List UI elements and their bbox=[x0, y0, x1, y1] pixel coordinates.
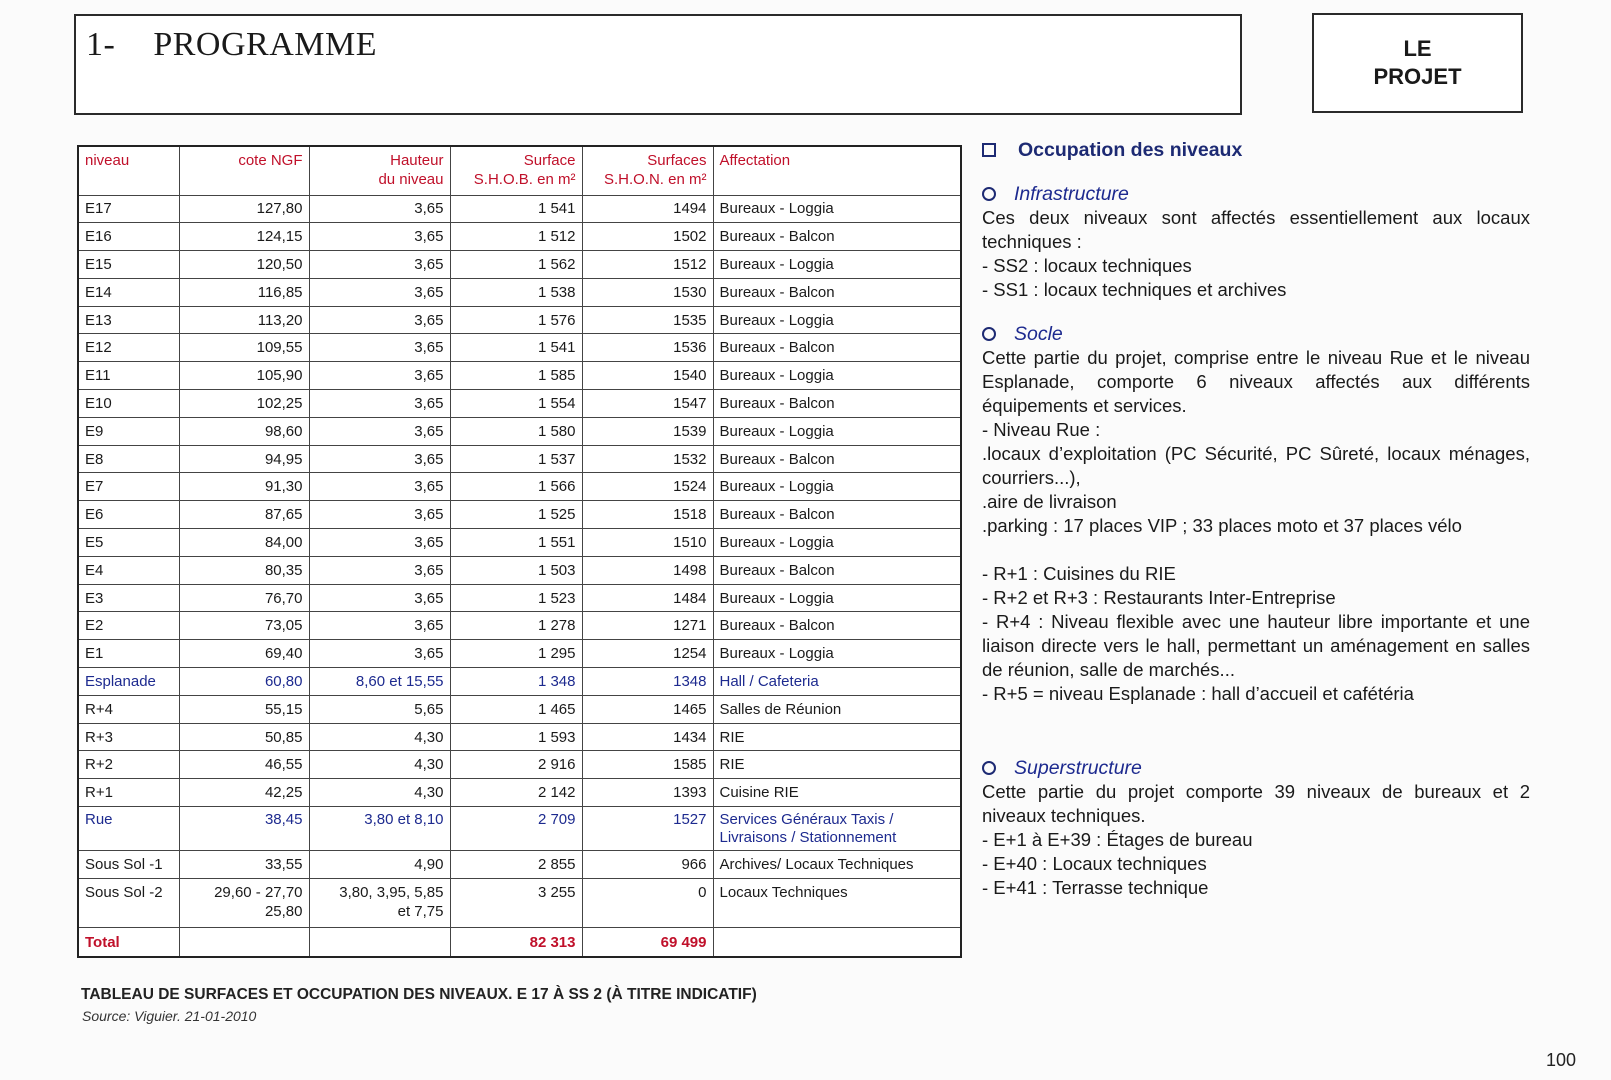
cell-hauteur: 5,65 bbox=[309, 695, 450, 723]
cell-niveau: E12 bbox=[78, 334, 179, 362]
cell-cote: 124,15 bbox=[179, 223, 309, 251]
table-row bbox=[78, 417, 961, 445]
cell-shon: 1465 bbox=[582, 695, 713, 723]
cell-affectation: Hall / Cafeteria bbox=[713, 668, 961, 696]
cell-shob: 1 465 bbox=[450, 695, 582, 723]
cell-niveau: E7 bbox=[78, 473, 179, 501]
col-header-affectation: Affectation bbox=[713, 146, 961, 195]
list-item: .parking : 17 places VIP ; 33 places moto et 37 places vélo bbox=[982, 515, 1462, 536]
table-row bbox=[78, 779, 961, 807]
table-row bbox=[78, 807, 961, 851]
cell-hauteur: 4,30 bbox=[309, 723, 450, 751]
list-item: - SS2 : locaux techniques bbox=[982, 255, 1192, 276]
cell-niveau: E2 bbox=[78, 612, 179, 640]
cell-affectation: Locaux Techniques bbox=[713, 878, 961, 927]
cell-hauteur: 3,80, 3,95, 5,85 et 7,75 bbox=[309, 878, 450, 927]
cell-niveau: E11 bbox=[78, 362, 179, 390]
cell-affectation: Bureaux - Balcon bbox=[713, 612, 961, 640]
cell-cote: 46,55 bbox=[179, 751, 309, 779]
cell-shon: 1271 bbox=[582, 612, 713, 640]
cell-shob: 1 551 bbox=[450, 529, 582, 557]
socle-text: Cette partie du projet, comprise entre le niveau Rue et le niveau Esplanade, comporte 6 niveaux affectés aux différents équipements et services. bbox=[982, 347, 1530, 416]
cell-shob: 2 709 bbox=[450, 807, 582, 851]
cell-cote: 73,05 bbox=[179, 612, 309, 640]
cell-affectation: Bureaux - Loggia bbox=[713, 473, 961, 501]
cell-shob: 1 278 bbox=[450, 612, 582, 640]
cell-hauteur: 3,65 bbox=[309, 195, 450, 223]
cell-niveau: E8 bbox=[78, 445, 179, 473]
col-header-niveau: niveau bbox=[78, 146, 179, 195]
cell-niveau: Sous Sol -2 bbox=[78, 878, 179, 927]
cell-cote: 84,00 bbox=[179, 529, 309, 557]
cell-hauteur: 3,65 bbox=[309, 362, 450, 390]
list-item: - R+4 : Niveau flexible avec une hauteur libre importante et une liaison directe vers le hall, permettant un aménagement en salles de réunion, salle de marchés... bbox=[982, 611, 1530, 680]
cell-hauteur: 3,65 bbox=[309, 501, 450, 529]
cell-shon: 1502 bbox=[582, 223, 713, 251]
cell-shon: 1535 bbox=[582, 306, 713, 334]
cell-affectation: Bureaux - Loggia bbox=[713, 417, 961, 445]
cell-cote: 87,65 bbox=[179, 501, 309, 529]
total-shon: 69 499 bbox=[582, 927, 713, 957]
superstructure-text: Cette partie du projet comporte 39 niveaux de bureaux et 2 niveaux techniques. bbox=[982, 781, 1530, 826]
cell-shob: 1 566 bbox=[450, 473, 582, 501]
table-header-row bbox=[78, 146, 961, 195]
cell-niveau: R+2 bbox=[78, 751, 179, 779]
cell-cote: 76,70 bbox=[179, 584, 309, 612]
table-row bbox=[78, 306, 961, 334]
socle-list bbox=[982, 418, 1530, 538]
col-header-hauteur: Hauteur du niveau bbox=[309, 146, 450, 195]
cell-niveau: E1 bbox=[78, 640, 179, 668]
cell-affectation: RIE bbox=[713, 751, 961, 779]
socle-heading: Socle bbox=[982, 322, 1530, 346]
cell-affectation: Bureaux - Balcon bbox=[713, 223, 961, 251]
cell-niveau: Rue bbox=[78, 807, 179, 851]
cell-shob: 1 523 bbox=[450, 584, 582, 612]
badge-line-1: LE bbox=[1403, 36, 1432, 61]
table-row bbox=[78, 584, 961, 612]
cell-shon: 1585 bbox=[582, 751, 713, 779]
cell-cote: 33,55 bbox=[179, 851, 309, 879]
cell-cote: 80,35 bbox=[179, 556, 309, 584]
cell-hauteur: 4,30 bbox=[309, 779, 450, 807]
cell-affectation: Bureaux - Loggia bbox=[713, 584, 961, 612]
cell-niveau: E15 bbox=[78, 251, 179, 279]
cell-cote: 120,50 bbox=[179, 251, 309, 279]
cell-shon: 1498 bbox=[582, 556, 713, 584]
cell-hauteur: 3,65 bbox=[309, 251, 450, 279]
table-row bbox=[78, 878, 961, 927]
cell-shon: 1434 bbox=[582, 723, 713, 751]
cell-shob: 1 512 bbox=[450, 223, 582, 251]
cell-hauteur: 3,65 bbox=[309, 445, 450, 473]
table-row bbox=[78, 251, 961, 279]
cell-niveau: Esplanade bbox=[78, 668, 179, 696]
table-row bbox=[78, 473, 961, 501]
cell-cote: 98,60 bbox=[179, 417, 309, 445]
cell-shob: 1 576 bbox=[450, 306, 582, 334]
cell-affectation: Bureaux - Balcon bbox=[713, 278, 961, 306]
cell-affectation: RIE bbox=[713, 723, 961, 751]
table-row bbox=[78, 751, 961, 779]
infrastructure-text: Ces deux niveaux sont affectés essentiellement aux locaux techniques : bbox=[982, 207, 1530, 252]
cell-shon: 1540 bbox=[582, 362, 713, 390]
cell-cote: 94,95 bbox=[179, 445, 309, 473]
occupation-section bbox=[982, 138, 1530, 900]
cell-hauteur: 3,80 et 8,10 bbox=[309, 807, 450, 851]
projet-badge bbox=[1312, 13, 1523, 113]
cell-niveau: E9 bbox=[78, 417, 179, 445]
infrastructure-list bbox=[982, 254, 1530, 302]
cell-shon: 966 bbox=[582, 851, 713, 879]
cell-cote: 42,25 bbox=[179, 779, 309, 807]
cell-hauteur: 3,65 bbox=[309, 556, 450, 584]
square-bullet-icon bbox=[982, 143, 996, 157]
table-row bbox=[78, 362, 961, 390]
cell-cote: 91,30 bbox=[179, 473, 309, 501]
cell-cote: 29,60 - 27,70 25,80 bbox=[179, 878, 309, 927]
cell-shon: 1530 bbox=[582, 278, 713, 306]
table-row bbox=[78, 612, 961, 640]
cell-shon: 1532 bbox=[582, 445, 713, 473]
cell-affectation: Bureaux - Loggia bbox=[713, 251, 961, 279]
cell-shob: 1 580 bbox=[450, 417, 582, 445]
cell-affectation: Archives/ Locaux Techniques bbox=[713, 851, 961, 879]
cell-cote: 102,25 bbox=[179, 390, 309, 418]
cell-shob: 1 554 bbox=[450, 390, 582, 418]
table-row bbox=[78, 668, 961, 696]
table-row bbox=[78, 851, 961, 879]
cell-niveau: E4 bbox=[78, 556, 179, 584]
cell-affectation: Salles de Réunion bbox=[713, 695, 961, 723]
cell-niveau: E6 bbox=[78, 501, 179, 529]
col-header-shob: Surface S.H.O.B. en m² bbox=[450, 146, 582, 195]
cell-shon: 1539 bbox=[582, 417, 713, 445]
cell-hauteur: 4,90 bbox=[309, 851, 450, 879]
list-item: - E+40 : Locaux techniques bbox=[982, 853, 1207, 874]
cell-shob: 2 142 bbox=[450, 779, 582, 807]
table-caption: TABLEAU DE SURFACES ET OCCUPATION DES NIVEAUX. E 17 À SS 2 (À TITRE INDICATIF) bbox=[81, 986, 757, 1003]
cell-niveau: R+1 bbox=[78, 779, 179, 807]
list-item: - R+5 = niveau Esplanade : hall d’accueil et cafétéria bbox=[982, 683, 1414, 704]
cell-shon: 1484 bbox=[582, 584, 713, 612]
table-row bbox=[78, 556, 961, 584]
cell-affectation: Bureaux - Balcon bbox=[713, 445, 961, 473]
cell-shob: 1 593 bbox=[450, 723, 582, 751]
total-row bbox=[78, 927, 961, 957]
cell-affectation: Bureaux - Balcon bbox=[713, 556, 961, 584]
cell-hauteur: 3,65 bbox=[309, 390, 450, 418]
cell-shob: 1 562 bbox=[450, 251, 582, 279]
cell-niveau: E3 bbox=[78, 584, 179, 612]
table-row bbox=[78, 529, 961, 557]
col-header-shon: Surfaces S.H.O.N. en m² bbox=[582, 146, 713, 195]
col-header-cote: cote NGF bbox=[179, 146, 309, 195]
cell-cote: 50,85 bbox=[179, 723, 309, 751]
cell-hauteur: 3,65 bbox=[309, 473, 450, 501]
cell-hauteur: 8,60 et 15,55 bbox=[309, 668, 450, 696]
cell-shob: 1 537 bbox=[450, 445, 582, 473]
cell-hauteur: 3,65 bbox=[309, 584, 450, 612]
list-item: - E+41 : Terrasse technique bbox=[982, 877, 1209, 898]
page-number: 100 bbox=[1546, 1050, 1577, 1070]
cell-hauteur: 3,65 bbox=[309, 278, 450, 306]
cell-hauteur: 3,65 bbox=[309, 417, 450, 445]
cell-cote: 38,45 bbox=[179, 807, 309, 851]
table-row bbox=[78, 278, 961, 306]
cell-shob: 1 585 bbox=[450, 362, 582, 390]
table-row bbox=[78, 195, 961, 223]
table-row bbox=[78, 695, 961, 723]
cell-hauteur: 3,65 bbox=[309, 640, 450, 668]
table-row bbox=[78, 223, 961, 251]
occupation-heading: Occupation des niveaux bbox=[982, 138, 1530, 162]
table-row bbox=[78, 445, 961, 473]
cell-shon: 1536 bbox=[582, 334, 713, 362]
cell-shob: 1 525 bbox=[450, 501, 582, 529]
cell-niveau: R+3 bbox=[78, 723, 179, 751]
superstructure-heading: Superstructure bbox=[982, 756, 1530, 780]
page-title bbox=[86, 26, 377, 64]
total-label: Total bbox=[78, 927, 179, 957]
cell-niveau: Sous Sol -1 bbox=[78, 851, 179, 879]
cell-shon: 1494 bbox=[582, 195, 713, 223]
cell-niveau: R+4 bbox=[78, 695, 179, 723]
cell-shob: 2 916 bbox=[450, 751, 582, 779]
cell-shob: 1 541 bbox=[450, 195, 582, 223]
list-item: - SS1 : locaux techniques et archives bbox=[982, 279, 1287, 300]
cell-shob: 1 348 bbox=[450, 668, 582, 696]
total-shob: 82 313 bbox=[450, 927, 582, 957]
cell-affectation: Bureaux - Loggia bbox=[713, 195, 961, 223]
cell-cote: 60,80 bbox=[179, 668, 309, 696]
cell-shon: 1393 bbox=[582, 779, 713, 807]
cell-niveau: E5 bbox=[78, 529, 179, 557]
cell-cote: 116,85 bbox=[179, 278, 309, 306]
cell-shon: 1510 bbox=[582, 529, 713, 557]
cell-shon: 0 bbox=[582, 878, 713, 927]
cell-affectation: Bureaux - Loggia bbox=[713, 362, 961, 390]
list-item: .locaux d’exploitation (PC Sécurité, PC Sûreté, locaux ménages, courriers...), bbox=[982, 443, 1530, 488]
table-source: Source: Viguier. 21-01-2010 bbox=[82, 1008, 257, 1024]
circle-bullet-icon bbox=[982, 761, 996, 775]
badge-line-2: PROJET bbox=[1373, 64, 1462, 89]
cell-shob: 1 295 bbox=[450, 640, 582, 668]
table-row bbox=[78, 390, 961, 418]
cell-cote: 105,90 bbox=[179, 362, 309, 390]
cell-niveau: E10 bbox=[78, 390, 179, 418]
cell-affectation: Services Généraux Taxis / Livraisons / Stationnement bbox=[713, 807, 961, 851]
list-item: - E+1 à E+39 : Étages de bureau bbox=[982, 829, 1253, 850]
cell-affectation: Cuisine RIE bbox=[713, 779, 961, 807]
cell-shob: 2 855 bbox=[450, 851, 582, 879]
cell-niveau: E16 bbox=[78, 223, 179, 251]
list-item: - R+2 et R+3 : Restaurants Inter-Entreprise bbox=[982, 587, 1336, 608]
cell-shob: 3 255 bbox=[450, 878, 582, 927]
circle-bullet-icon bbox=[982, 187, 996, 201]
cell-shob: 1 538 bbox=[450, 278, 582, 306]
cell-affectation: Bureaux - Balcon bbox=[713, 334, 961, 362]
list-item: - Niveau Rue : bbox=[982, 419, 1101, 440]
cell-shon: 1527 bbox=[582, 807, 713, 851]
cell-hauteur: 3,65 bbox=[309, 529, 450, 557]
cell-niveau: E13 bbox=[78, 306, 179, 334]
cell-niveau: E17 bbox=[78, 195, 179, 223]
cell-shon: 1348 bbox=[582, 668, 713, 696]
cell-affectation: Bureaux - Loggia bbox=[713, 640, 961, 668]
cell-shon: 1254 bbox=[582, 640, 713, 668]
cell-hauteur: 3,65 bbox=[309, 223, 450, 251]
cell-hauteur: 3,65 bbox=[309, 306, 450, 334]
section-number: 1- bbox=[86, 26, 116, 63]
cell-shon: 1512 bbox=[582, 251, 713, 279]
table-row bbox=[78, 640, 961, 668]
circle-bullet-icon bbox=[982, 327, 996, 341]
cell-cote: 113,20 bbox=[179, 306, 309, 334]
cell-shob: 1 503 bbox=[450, 556, 582, 584]
list-item: .aire de livraison bbox=[982, 491, 1117, 512]
cell-shob: 1 541 bbox=[450, 334, 582, 362]
surfaces-table bbox=[77, 145, 962, 958]
cell-affectation: Bureaux - Loggia bbox=[713, 529, 961, 557]
cell-hauteur: 4,30 bbox=[309, 751, 450, 779]
cell-cote: 69,40 bbox=[179, 640, 309, 668]
cell-cote: 127,80 bbox=[179, 195, 309, 223]
socle-list-2 bbox=[982, 562, 1530, 706]
cell-affectation: Bureaux - Balcon bbox=[713, 390, 961, 418]
infrastructure-heading: Infrastructure bbox=[982, 182, 1530, 206]
cell-cote: 109,55 bbox=[179, 334, 309, 362]
cell-hauteur: 3,65 bbox=[309, 612, 450, 640]
cell-niveau: E14 bbox=[78, 278, 179, 306]
table-row bbox=[78, 334, 961, 362]
table-row bbox=[78, 723, 961, 751]
table-row bbox=[78, 501, 961, 529]
cell-cote: 55,15 bbox=[179, 695, 309, 723]
list-item: - R+1 : Cuisines du RIE bbox=[982, 563, 1176, 584]
title-box bbox=[74, 14, 1242, 115]
cell-affectation: Bureaux - Loggia bbox=[713, 306, 961, 334]
section-title: PROGRAMME bbox=[153, 26, 377, 63]
cell-shon: 1518 bbox=[582, 501, 713, 529]
cell-shon: 1547 bbox=[582, 390, 713, 418]
cell-hauteur: 3,65 bbox=[309, 334, 450, 362]
superstructure-list bbox=[982, 828, 1530, 900]
cell-affectation: Bureaux - Balcon bbox=[713, 501, 961, 529]
cell-shon: 1524 bbox=[582, 473, 713, 501]
